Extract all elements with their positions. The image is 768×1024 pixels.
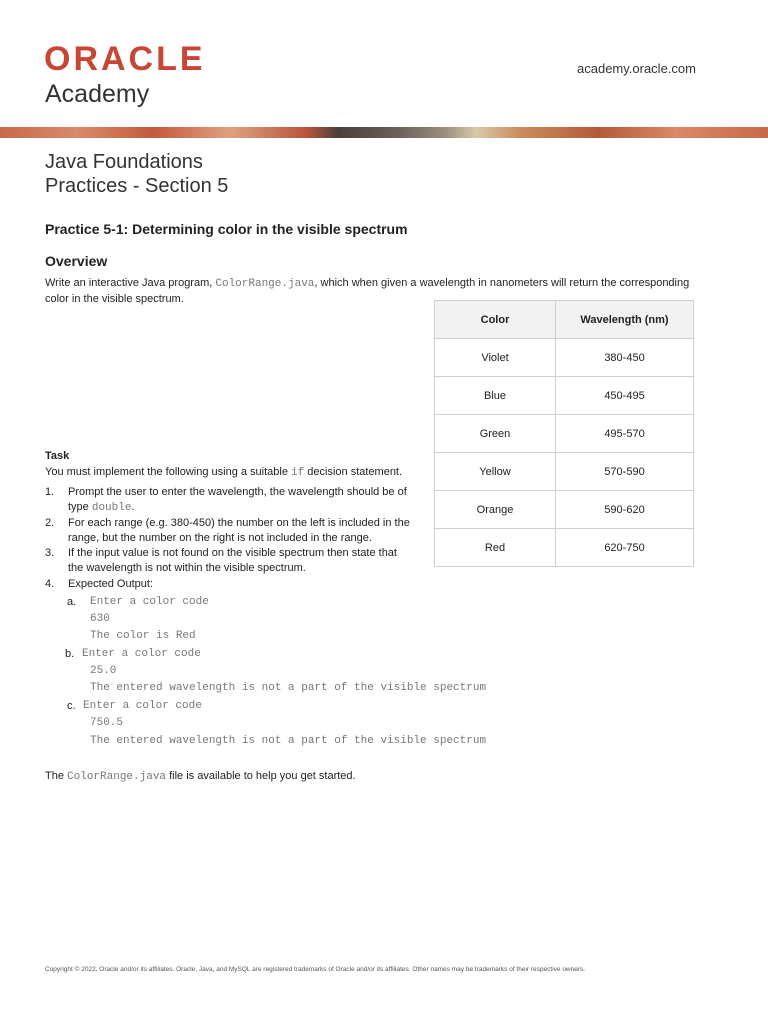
document-title: [45, 150, 228, 198]
table-row: [435, 415, 694, 453]
closing-text: The: [45, 770, 68, 782]
overview-text-line2: color in the visible spectrum.: [45, 293, 184, 305]
table-cell-color: Yellow: [435, 453, 556, 491]
output-letter-b: b.: [65, 648, 75, 660]
table-header-wavelength: Wavelength (nm): [556, 301, 694, 339]
table-cell-color: Blue: [435, 377, 556, 415]
task-heading: Task: [45, 450, 70, 462]
table-cell-wavelength: 620-750: [556, 529, 694, 567]
step-text: .: [131, 501, 135, 513]
oracle-logo: ORACLE: [44, 40, 206, 78]
output-line: 630: [90, 613, 110, 625]
step-code: double: [91, 502, 132, 514]
task-intro-code: if: [291, 467, 305, 479]
output-letter-a: a.: [67, 596, 77, 608]
title-line-2: Practices - Section 5: [45, 175, 229, 197]
table-cell-color: Green: [435, 415, 556, 453]
output-line: Enter a color code: [83, 700, 202, 712]
step-text: Prompt the user to enter the wavelength, the wavelength should be of: [68, 486, 407, 498]
table-cell-color: Orange: [435, 491, 556, 529]
step-number: 3.: [45, 547, 55, 559]
table-row: [435, 339, 694, 377]
table-header-row: [435, 301, 694, 339]
academy-wordmark: Academy: [45, 80, 150, 108]
table-row: [435, 491, 694, 529]
decorative-banner: [0, 127, 768, 138]
output-letter-c: c.: [67, 700, 76, 712]
title-line-1: Java Foundations: [45, 151, 203, 173]
table-header-color: Color: [435, 301, 556, 339]
task-intro: [45, 465, 402, 481]
overview-text-post: , which when given a wavelength in nanometers will return the corresponding: [314, 277, 690, 289]
step-text: range, but the number on the right is not included in the range.: [68, 532, 372, 544]
table-row: [435, 529, 694, 567]
overview-code: ColorRange.java: [215, 278, 315, 290]
step-number: 1.: [45, 486, 55, 498]
output-line: The entered wavelength is not a part of the visible spectrum: [90, 682, 487, 694]
output-line: Enter a color code: [82, 648, 201, 660]
overview-text: Write an interactive Java program,: [45, 277, 216, 289]
site-url: academy.oracle.com: [577, 61, 696, 76]
step-text: If the input value is not found on the visible spectrum then state that: [68, 547, 397, 559]
task-intro-text-post: decision statement.: [304, 466, 403, 478]
table-row: [435, 453, 694, 491]
step-number: 2.: [45, 517, 55, 529]
step-text: type: [68, 501, 92, 513]
table-row: [435, 377, 694, 415]
copyright-footer: Copyright © 2022, Oracle and/or its affiliates. Oracle, Java, and MySQL are registered trademarks of Oracle and/or its affiliates. Other names may be trademarks of their respective owners.: [45, 966, 586, 973]
closing-code: ColorRange.java: [67, 771, 167, 783]
closing-text-post: file is available to help you get started.: [166, 770, 356, 782]
overview-heading: Overview: [45, 253, 108, 269]
step-number: 4.: [45, 578, 55, 590]
step-text: Expected Output:: [68, 578, 153, 590]
table-cell-color: Red: [435, 529, 556, 567]
task-intro-text: You must implement the following using a suitable: [45, 466, 292, 478]
table-cell-wavelength: 450-495: [556, 377, 694, 415]
output-line: 25.0: [90, 665, 117, 677]
table-cell-color: Violet: [435, 339, 556, 377]
practice-heading: Practice 5-1: Determining color in the visible spectrum: [45, 221, 408, 237]
table-cell-wavelength: 590-620: [556, 491, 694, 529]
step-text: For each range (e.g. 380-450) the number on the left is included in the: [68, 517, 410, 529]
closing-paragraph: [45, 769, 356, 785]
output-line: Enter a color code: [90, 596, 209, 608]
table-cell-wavelength: 380-450: [556, 339, 694, 377]
output-line: The color is Red: [90, 630, 196, 642]
table-cell-wavelength: 570-590: [556, 453, 694, 491]
step-text: the wavelength is not within the visible spectrum.: [68, 562, 306, 574]
output-line: The entered wavelength is not a part of the visible spectrum: [90, 735, 487, 747]
wavelength-table: [434, 300, 694, 567]
output-line: 750.5: [90, 717, 124, 729]
table-cell-wavelength: 495-570: [556, 415, 694, 453]
